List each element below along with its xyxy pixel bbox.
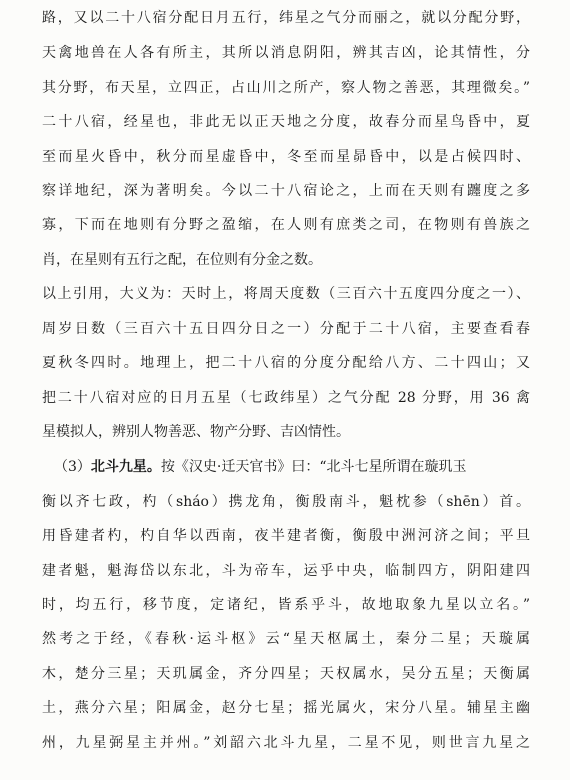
text-line: 土，燕分六星；阳属金，赵分七星；摇光属火，宋分八星。辅星主幽: [42, 700, 530, 716]
text-line: 二十八宿，经星也，非此无以正天地之分度，故春分而星鸟昏中，夏: [42, 114, 530, 130]
text-line: 肖，在星则有五行之配，在位则有分金之数。: [42, 252, 322, 268]
text-line: 建者魁，魁海岱以东北，斗为帝车，运乎中央，临制四方，阴阳建四: [42, 563, 530, 579]
section-heading-line: [0, 451, 570, 483]
text-line: 至而星火昏中，秋分而星虚昏中，冬至而星昴昏中，以是占候四时、: [42, 149, 530, 165]
text-line: 用昏建者杓，杓自华以西南，夜半建者衡，衡殷中洲河济之间；平旦: [42, 528, 530, 544]
text-line: 以上引用，大义为：天时上，将周天度数（三百六十五度四分度之一）、: [42, 286, 530, 302]
text-line: 把二十八宿对应的日月五星（七政纬星）之气分配 28 分野，用 36 禽: [42, 390, 530, 406]
text-line: 衡以齐七政，杓（sháo）携龙角，衡殷南斗，魁枕参（shēn）首。: [42, 494, 530, 510]
text-line: 然考之于经，《春秋·运斗枢》云“星天枢属土，秦分二星；天璇属: [42, 631, 530, 647]
text-line: 其分野，布天星，立四正，占山川之所产，察人物之善恶，其理微矣。”: [42, 80, 530, 96]
text-line: 州，九星弼星主并州。”刘韶六北斗九星，二星不见，则世言九星之: [42, 735, 530, 751]
text-line: 时，均五行，移节度，定诸纪，皆系乎斗，故地取象九星以立名。”: [42, 597, 530, 613]
text-line: 天禽地兽在人各有所主，其所以消息阴阳，辨其吉凶，论其情性，分: [42, 45, 530, 61]
text-line: 路，又以二十八宿分配日月五行，纬星之气分而丽之，就以分配分野，: [42, 10, 530, 26]
section-heading-text: 按《汉史·迁天官书》曰：“北斗七星所谓在璇玑玉: [160, 459, 467, 475]
section-number: （3）: [54, 459, 91, 475]
text-line: 夏秋冬四时。地理上，把二十八宿的分度分配给八方、二十四山；又: [42, 355, 530, 371]
text-line: 周岁日数（三百六十五日四分日之一）分配于二十八宿，主要查看春: [42, 321, 530, 337]
text-line: 木，楚分三星；天玑属金，齐分四星；天权属水，吴分五星；天衡属: [42, 666, 530, 682]
text-line: 寡，下而在地则有分野之盈缩，在人则有庶类之司，在物则有兽族之: [42, 217, 530, 233]
text-line: 察详地纪，深为著明矣。今以二十八宿论之，上而在天则有躔度之多: [42, 183, 530, 199]
section-title: 北斗九星。: [90, 459, 161, 475]
text-line: 星模拟人，辨别人物善恶、物产分野、吉凶情性。: [42, 424, 350, 440]
